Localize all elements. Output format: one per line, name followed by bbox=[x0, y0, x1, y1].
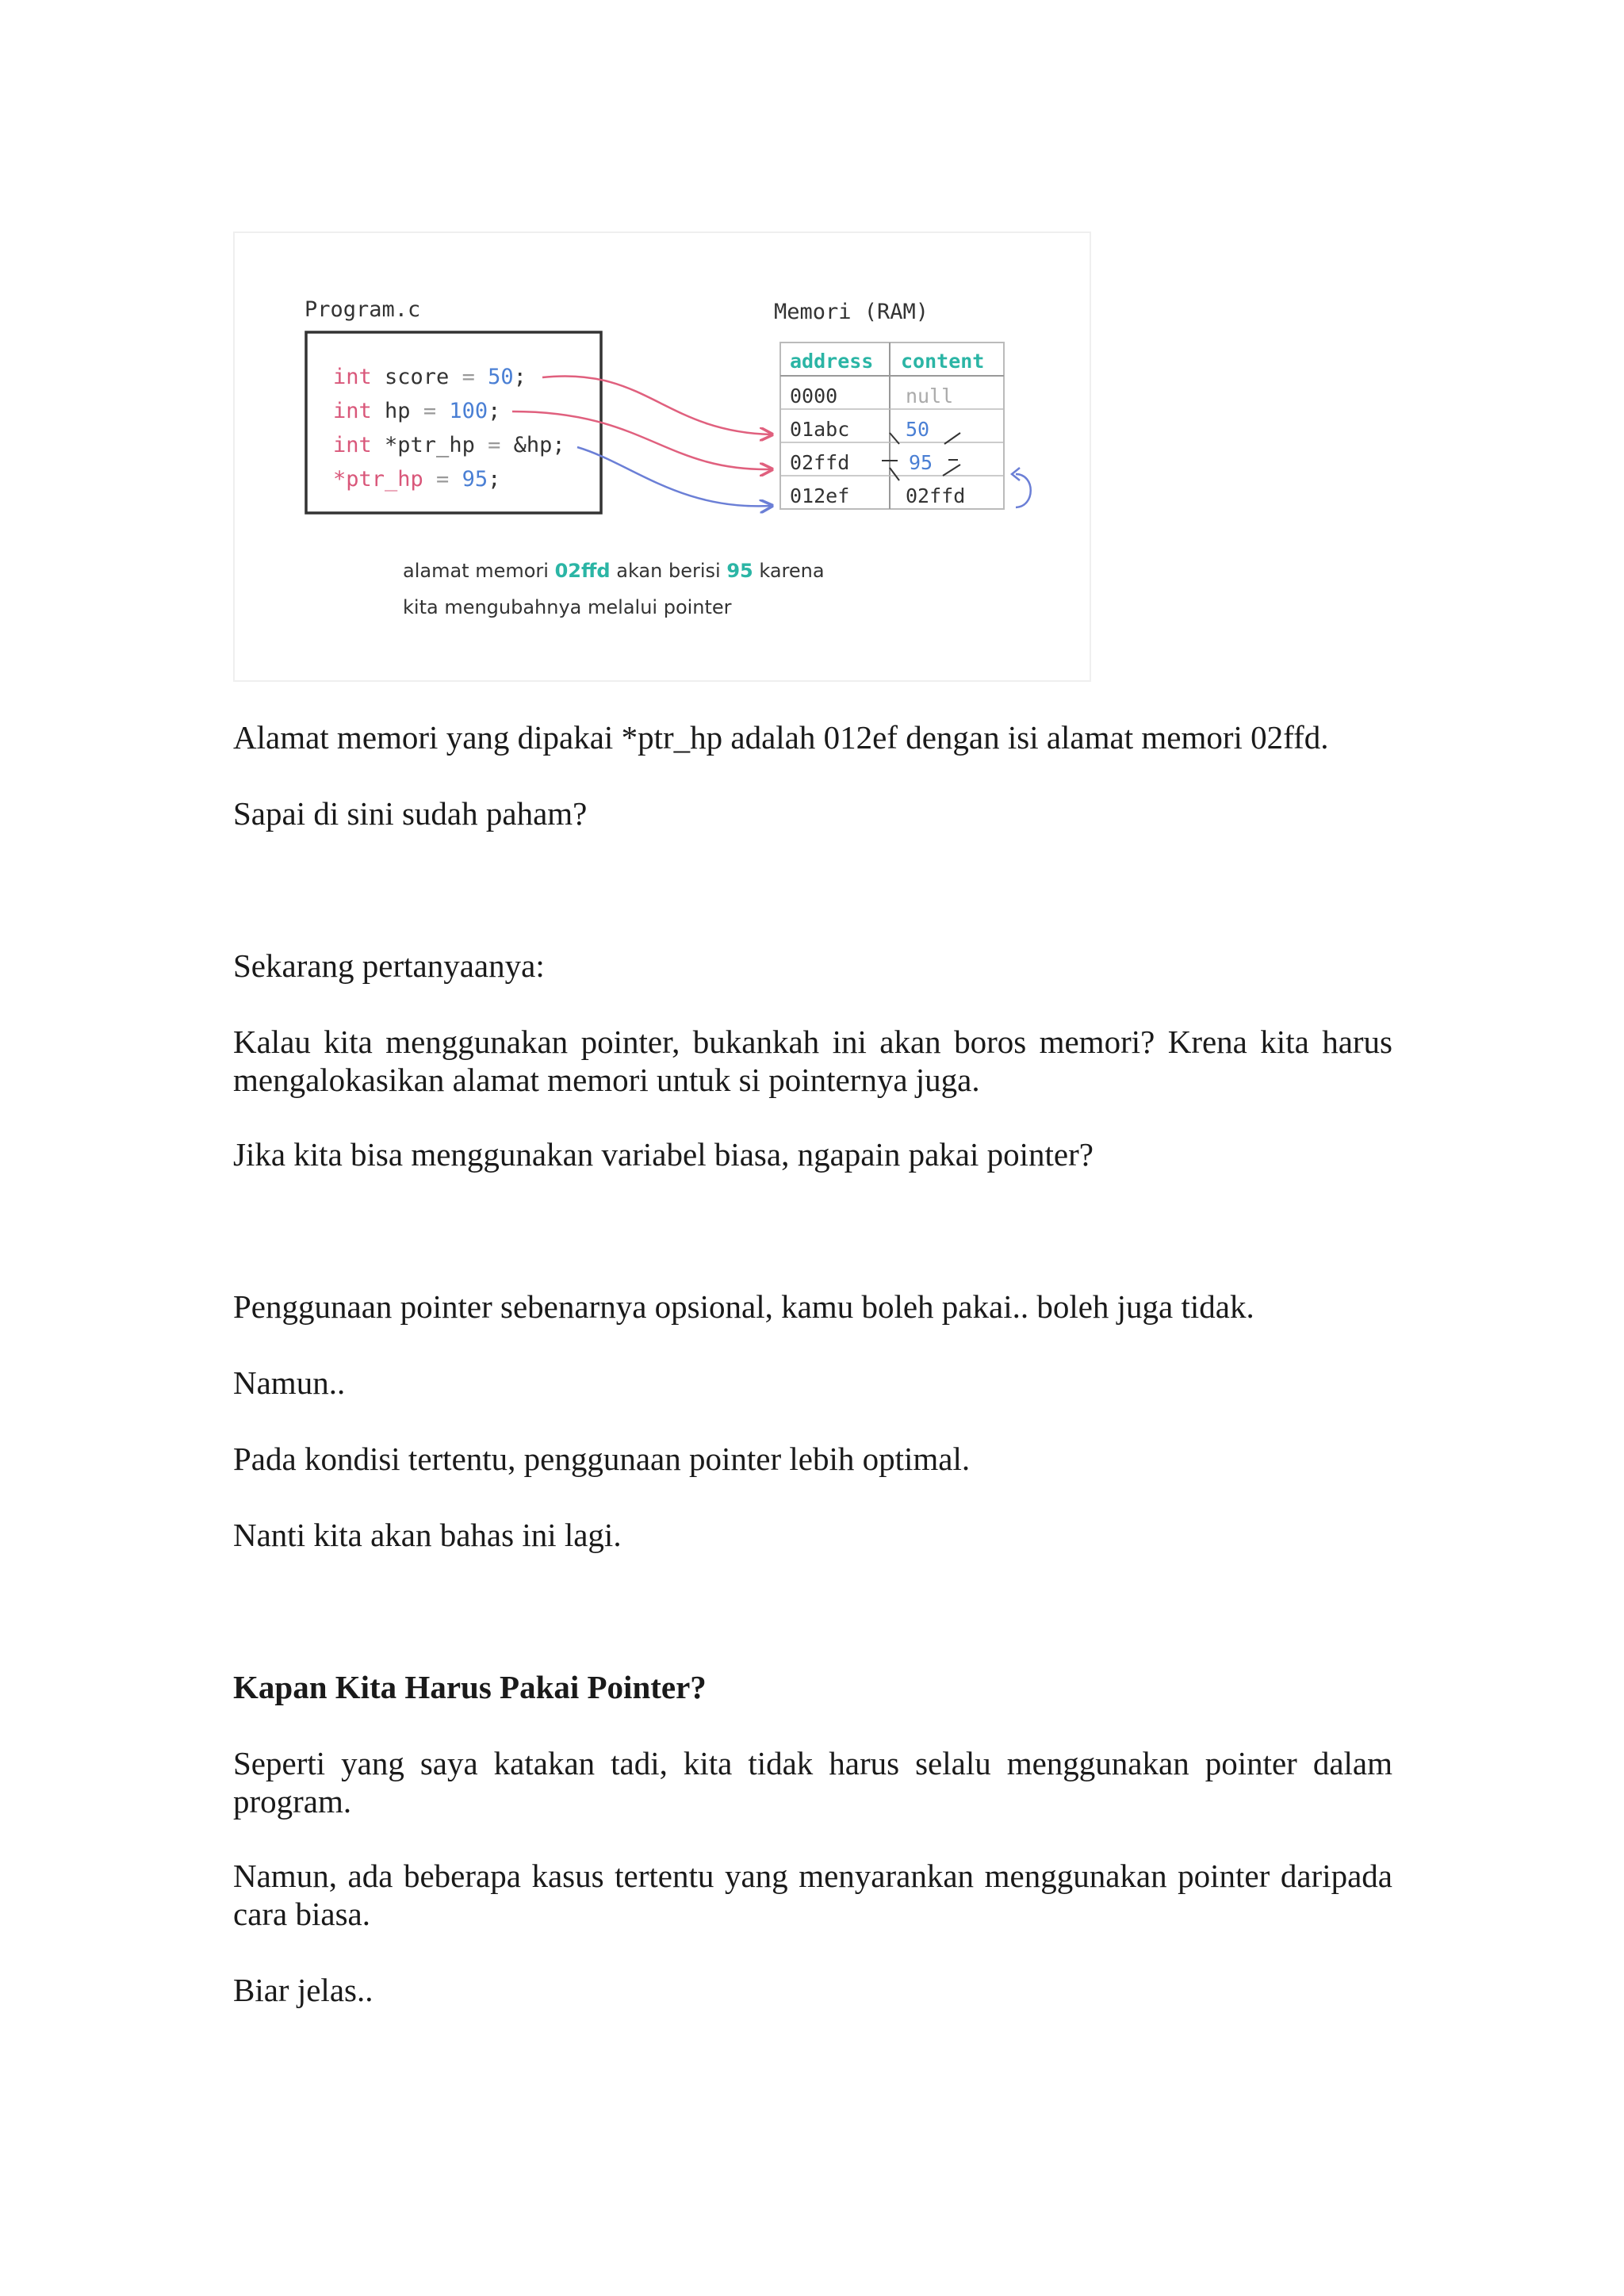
row-address-1: 0000 bbox=[790, 385, 838, 408]
paragraph-specific-cases: Namun, ada beberapa kasus tertentu yang menyarankan menggunakan pointer daripada cara biasa. bbox=[233, 1858, 1392, 1932]
paragraph-why-pointer: Jika kita bisa menggunakan variabel biasa, ngapain pakai pointer? bbox=[233, 1136, 1094, 1173]
paragraph-ptr-address: Alamat memori yang dipakai *ptr_hp adalah 012ef dengan isi alamat memori 02ffd. bbox=[233, 719, 1329, 756]
memory-title: Memori (RAM) bbox=[774, 300, 929, 324]
row-content-3: 95 bbox=[909, 451, 933, 474]
row-address-4: 012ef bbox=[790, 484, 850, 507]
paragraph-memory-waste: Kalau kita menggunakan pointer, bukankah ini akan boros memori? Krena kita harus mengalokasikan alamat memori untuk si pointernya juga. bbox=[233, 1024, 1392, 1098]
row-address-2: 01abc bbox=[790, 418, 850, 441]
paragraph-question-intro: Sekarang pertanyaanya: bbox=[233, 947, 545, 984]
code-block bbox=[333, 365, 565, 492]
paragraph-understand: Sapai di sini sudah paham? bbox=[233, 795, 588, 832]
row-content-1: null bbox=[906, 385, 954, 408]
pointer-memory-diagram bbox=[233, 232, 1091, 682]
row-content-4: 02ffd bbox=[906, 484, 966, 507]
row-address-3: 02ffd bbox=[790, 451, 850, 474]
code-line-2: int hp = 100; bbox=[333, 399, 501, 423]
paragraph-however: Namun.. bbox=[233, 1364, 346, 1401]
code-line-3: int *ptr_hp = &hp; bbox=[333, 433, 565, 457]
code-line-1: int score = 50; bbox=[333, 365, 527, 389]
paragraph-optional: Penggunaan pointer sebenarnya opsional, kamu boleh pakai.. boleh juga tidak. bbox=[233, 1288, 1254, 1325]
paragraph-optimal: Pada kondisi tertentu, penggunaan pointer lebih optimal. bbox=[233, 1441, 971, 1477]
row-content-2: 50 bbox=[906, 418, 930, 441]
paragraph-to-clarify: Biar jelas.. bbox=[233, 1972, 373, 2008]
caption-line-2: kita mengubahnya melalui pointer bbox=[403, 596, 732, 618]
paragraph-not-always: Seperti yang saya katakan tadi, kita tidak harus selalu menggunakan pointer dalam program. bbox=[233, 1745, 1392, 1820]
arrow-score bbox=[542, 376, 771, 434]
header-content: content bbox=[901, 350, 985, 373]
caption-line-1: alamat memori 02ffd akan berisi 95 karena bbox=[403, 560, 825, 582]
code-line-4: *ptr_hp = 95; bbox=[333, 467, 501, 492]
header-address: address bbox=[790, 350, 874, 373]
section-heading: Kapan Kita Harus Pakai Pointer? bbox=[233, 1669, 707, 1705]
program-title: Program.c bbox=[304, 297, 421, 322]
memory-table bbox=[780, 342, 1004, 509]
diagram-caption bbox=[403, 560, 825, 618]
arrow-ptr-hp bbox=[577, 447, 771, 506]
paragraph-later: Nanti kita akan bahas ini lagi. bbox=[233, 1517, 622, 1553]
